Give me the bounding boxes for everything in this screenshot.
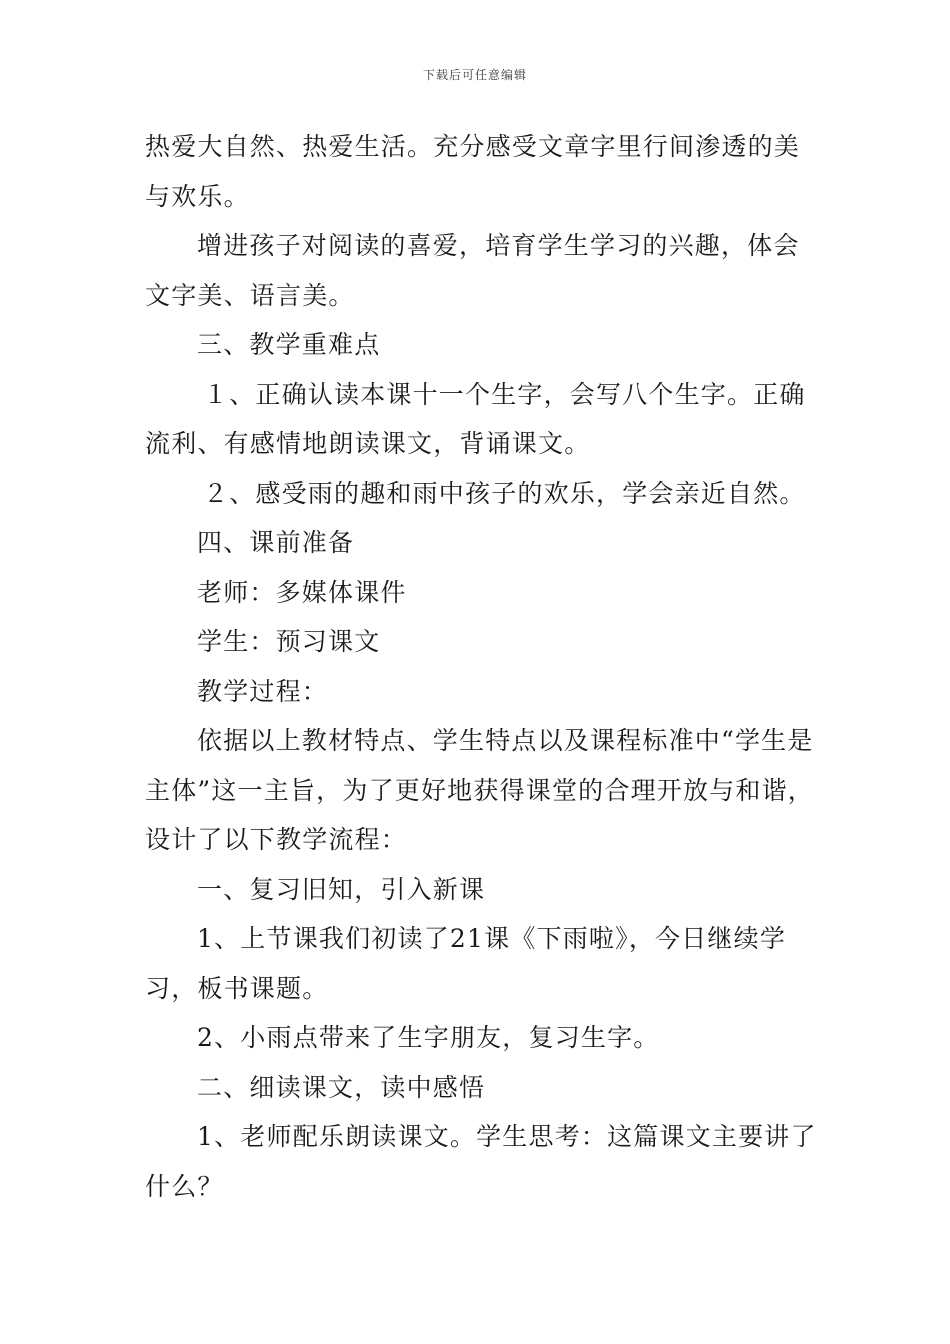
section-heading: 三、教学重难点 bbox=[197, 330, 381, 359]
list-item: ２、感受雨的趣和雨中孩子的欢乐，学会亲近自然。 bbox=[203, 478, 806, 508]
header-note: 下载后可任意编辑 bbox=[422, 68, 527, 82]
list-item: 1、老师配乐朗读课文。学生思考：这篇课文主要讲了什么？ bbox=[145, 1122, 817, 1201]
paragraph: 热爱大自然、热爱生活。充分感受文章字里行间渗透的美与欢乐。 bbox=[145, 132, 801, 211]
list-item: １、正确认读本课十一个生字，会写八个生字。正确流利、有感情地朗读课文，背诵课文。 bbox=[145, 379, 806, 458]
section-heading: 二、细读课文，读中感悟 bbox=[197, 1072, 486, 1102]
section-heading: 四、课前准备 bbox=[197, 528, 355, 557]
paragraph: 增进孩子对阅读的喜爱，培育学生学习的兴趣，体会文字美、语言美。 bbox=[145, 231, 800, 310]
body-text bbox=[145, 122, 825, 1211]
paragraph: 学生：预习课文 bbox=[197, 627, 381, 656]
paragraph: 依据以上教材特点、学生特点以及课程标准中“学生是主体”这一主旨，为了更好地获得课堂的合理开放与和谐，设计了以下教学流程： bbox=[145, 726, 814, 854]
list-item: 2、小雨点带来了生字朋友，复习生字。 bbox=[197, 1023, 660, 1052]
list-item: 1、上节课我们初读了21课《下雨啦》，今日继续学习，板书课题。 bbox=[145, 924, 787, 1003]
section-heading: 教学过程： bbox=[197, 676, 329, 706]
section-heading: 一、复习旧知，引入新课 bbox=[197, 874, 486, 904]
paragraph: 老师：多媒体课件 bbox=[197, 577, 407, 607]
